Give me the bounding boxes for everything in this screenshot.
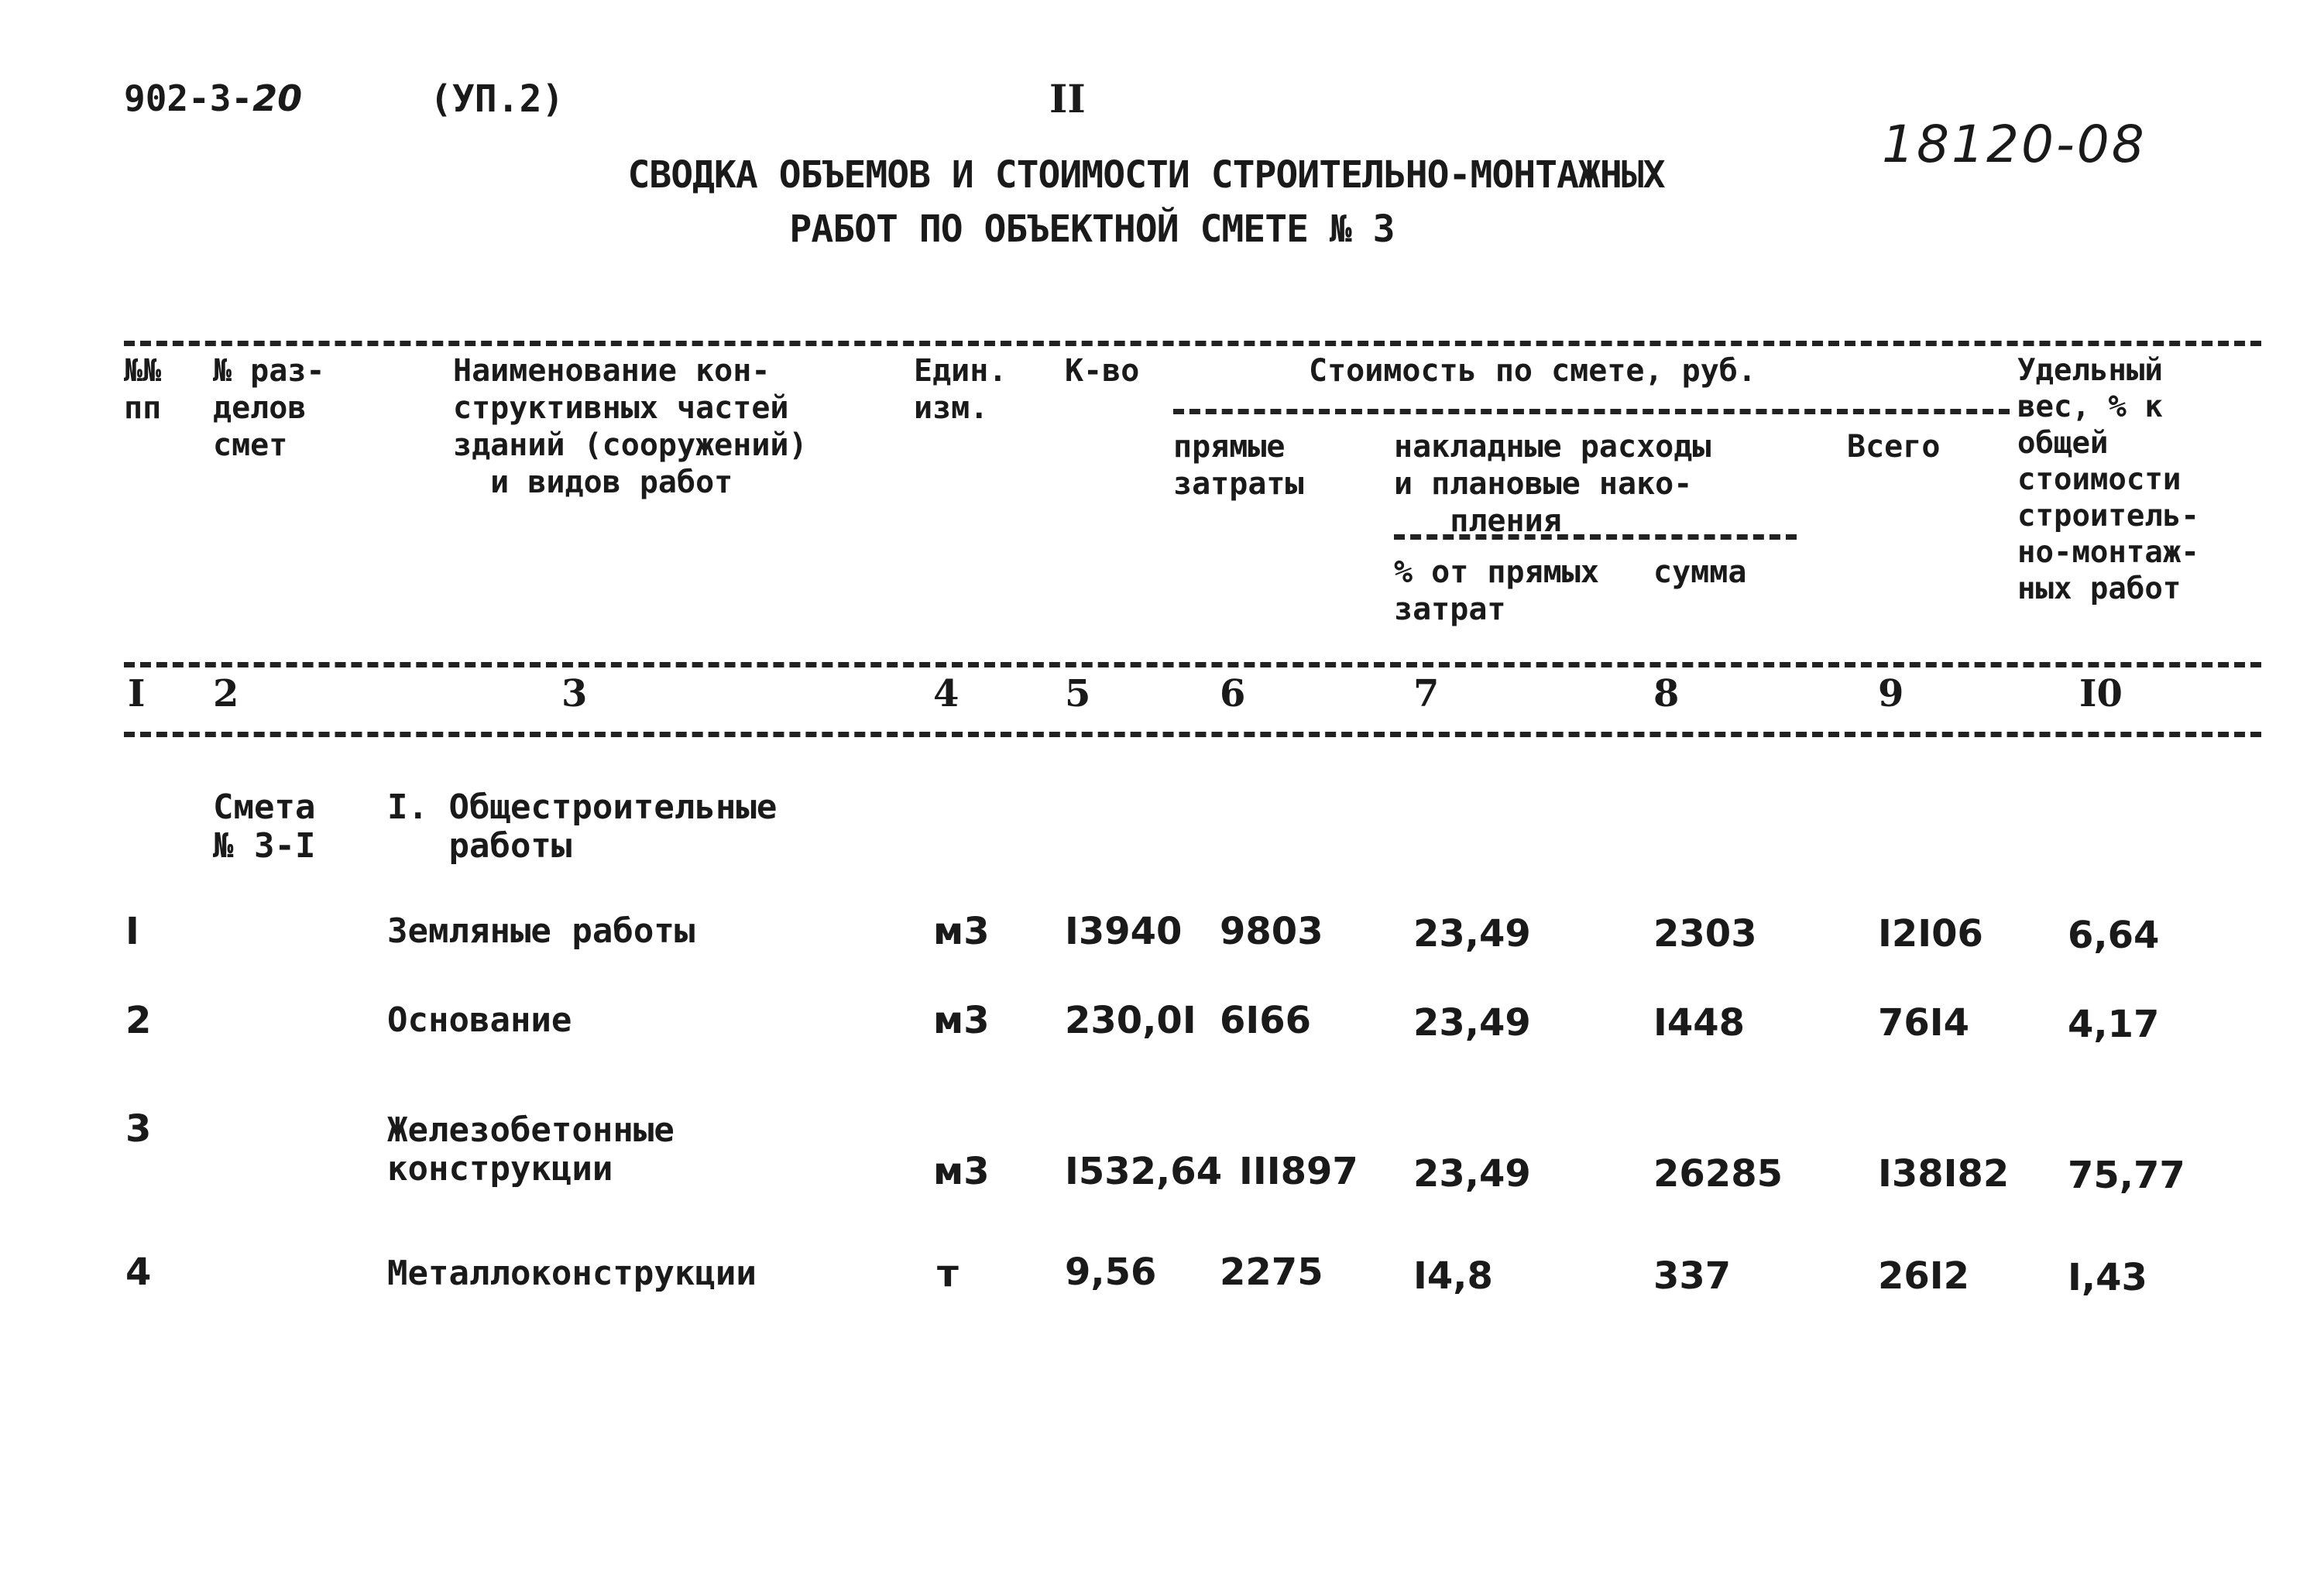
- row-overhead-percent: 23,49: [1413, 1001, 1531, 1045]
- column-number-1: I: [128, 672, 146, 715]
- column-number-5: 5: [1065, 672, 1091, 715]
- header-row-number: №№ пп: [124, 353, 162, 426]
- row-direct-costs: 2275: [1220, 1251, 1323, 1294]
- row-share: 75,77: [2068, 1154, 2185, 1197]
- cost-group-rule: [1173, 409, 2010, 414]
- row-unit: м3: [933, 999, 990, 1042]
- row-share: 4,17: [2068, 1003, 2160, 1046]
- row-overhead-sum: 2303: [1653, 912, 1757, 956]
- row-overhead-percent: 23,49: [1413, 1152, 1531, 1196]
- header-work-name: Наименование кон- структивных частей зданий (сооружений) и видов работ: [453, 353, 808, 500]
- row-direct-costs: 6I66: [1220, 999, 1312, 1042]
- row-number: 3: [125, 1107, 152, 1151]
- row-work-name: Земляные работы: [387, 911, 695, 951]
- row-number: I: [125, 910, 139, 953]
- row-unit: т: [937, 1252, 959, 1295]
- header-section-number: № раз- делов смет: [213, 353, 325, 463]
- header-direct-costs: прямые затраты: [1173, 429, 1304, 502]
- column-number-7: 7: [1413, 672, 1440, 715]
- row-unit: м3: [933, 910, 990, 953]
- header-share: Удельный вес, % к общей стоимости строитель- но-монтаж- ных работ: [2017, 353, 2199, 606]
- document-code: [124, 77, 302, 119]
- header-overhead-sum: сумма: [1653, 554, 1747, 590]
- row-quantity: 230,0I: [1065, 999, 1196, 1042]
- row-overhead-sum: I448: [1653, 1001, 1746, 1045]
- header-quantity: К-во: [1065, 353, 1140, 389]
- row-overhead-percent: I4,8: [1413, 1254, 1493, 1298]
- document-code-prefix: 902-3-: [124, 77, 253, 119]
- row-share: 6,64: [2068, 914, 2160, 957]
- section-estimate-ref: Смета № 3-I: [213, 787, 316, 866]
- row-work-name: Основание: [387, 1000, 572, 1040]
- document-version: (УП.2): [430, 77, 565, 121]
- row-overhead-percent: 23,49: [1413, 912, 1531, 956]
- document-code-suffix: 20: [252, 77, 303, 119]
- header-cost-group: Стоимость по смете, руб.: [1309, 353, 1756, 389]
- header-overhead-group: накладные расходы и плановые нако- пления: [1394, 429, 1711, 539]
- row-share: I,43: [2068, 1256, 2147, 1299]
- row-quantity: 9,56: [1065, 1251, 1157, 1294]
- row-work-name: Железобетонные конструкции: [387, 1110, 675, 1189]
- row-total: 26I2: [1878, 1254, 1970, 1298]
- row-total: I2I06: [1878, 912, 1983, 956]
- row-quantity: I532,64: [1065, 1150, 1223, 1193]
- row-number: 2: [125, 999, 152, 1042]
- column-number-10: I0: [2079, 672, 2123, 715]
- column-number-8: 8: [1653, 672, 1680, 715]
- column-number-9: 9: [1878, 672, 1904, 715]
- row-work-name: Металлоконструкции: [387, 1254, 757, 1293]
- row-unit: м3: [933, 1150, 990, 1193]
- column-number-4: 4: [933, 672, 959, 715]
- header-overhead-percent: % от прямых затрат: [1394, 554, 1599, 627]
- header-bottom-rule: [124, 662, 2261, 667]
- page-title-line1: СВОДКА ОБЪЕМОВ И СТОИМОСТИ СТРОИТЕЛЬНО-МОНТАЖНЫХ: [627, 153, 1665, 197]
- column-number-2: 2: [213, 672, 239, 715]
- row-number: 4: [125, 1251, 152, 1294]
- section-title: I. Общестроительные работы: [387, 787, 778, 866]
- column-number-6: 6: [1220, 672, 1246, 715]
- row-overhead-sum: 337: [1653, 1254, 1732, 1298]
- row-total: 76I4: [1878, 1001, 1970, 1045]
- page-number: II: [1049, 76, 1086, 122]
- page-title-line2: РАБОТ ПО ОБЪЕКТНОЙ СМЕТЕ № 3: [789, 208, 1395, 251]
- table-top-rule: [124, 341, 2261, 346]
- header-total: Всего: [1847, 429, 1941, 465]
- header-unit: Един. изм.: [914, 353, 1008, 426]
- column-numbers-rule: [124, 732, 2261, 737]
- row-direct-costs: III897: [1239, 1150, 1358, 1193]
- handwritten-doc-number: 18120-08: [1882, 115, 2147, 174]
- row-overhead-sum: 26285: [1653, 1152, 1783, 1196]
- row-quantity: I3940: [1065, 910, 1183, 953]
- row-total: I38I82: [1878, 1152, 2010, 1196]
- column-number-3: 3: [561, 672, 588, 715]
- row-direct-costs: 9803: [1220, 910, 1323, 953]
